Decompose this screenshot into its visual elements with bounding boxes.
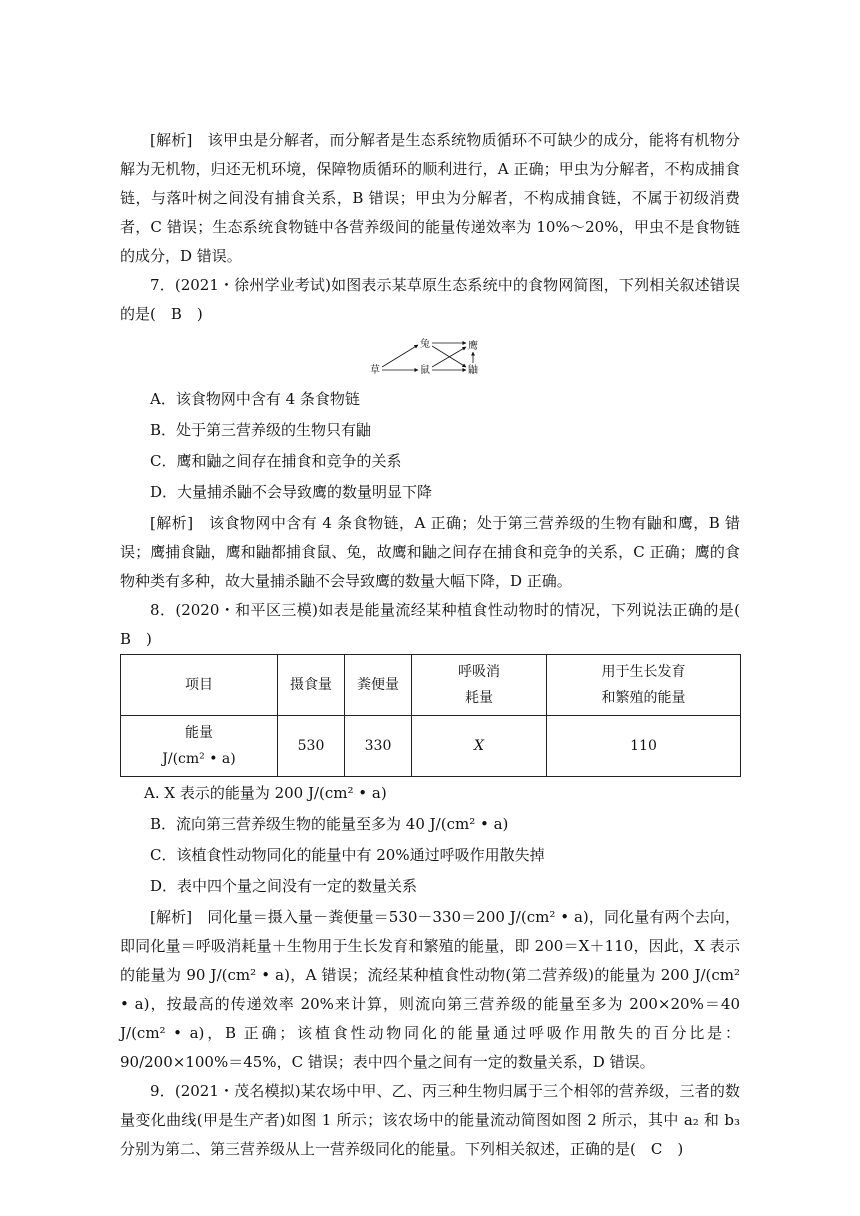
- q9-stem: 9．(2021・茂名模拟)某农场中甲、乙、丙三种生物归属于三个相邻的营养级，三者的数量变化曲线(甲是生产者)如图 1 所示；该农场中的能量流动简图如图 2 所示，其中 a₂ 和 b₃ 分别为第二、第三营养级从上一营养级同化的能量。下列相关叙述，正确的是( C ): [120, 1082, 740, 1158]
- node-eagle: 鹰: [468, 341, 478, 352]
- table-row: [121, 716, 741, 777]
- q8-analysis: [120, 903, 740, 1077]
- energy-table: [120, 654, 741, 777]
- node-weasel: 鼬: [468, 365, 478, 376]
- row-label-cell: 能量 J/(cm² • a): [121, 716, 278, 777]
- q7-stem: 7．(2021・徐州学业考试)如图表示某草原生态系统中的食物网简图，下列相关叙述错误的是( B ): [120, 276, 740, 323]
- header-cell: 呼吸消 耗量: [412, 655, 547, 716]
- q7-analysis: [120, 509, 740, 596]
- q7-option-b: B．处于第三营养级的生物只有鼬: [150, 421, 372, 439]
- q7-option-c: C．鹰和鼬之间存在捕食和竞争的关系: [150, 452, 402, 470]
- node-rabbit: 兔: [420, 339, 430, 350]
- q8-option-d: D．表中四个量之间没有一定的数量关系: [150, 877, 418, 895]
- analysis-text: 同化量＝摄入量－粪便量＝530－330＝200 J/(cm² • a)，同化量有两个去向，即同化量＝呼吸消耗量＋生物用于生长发育和繁殖的能量，即 200＝X＋110，因此，X 表示的能量为 90 J/(cm² • a)，A 错误；流经某种植食性动物(第二营养级)的能量为 200 J/(cm² • a)，按最高的传递效率 20%来计算，则流向第三营养级的能量至多为 200×20%＝40 J/(cm² • a)，B 正确；该植食性动物同化的能量通过呼吸作用散失的百分比是：90/200×100%＝45%，C 错误；表中四个量之间有一定的数量关系，D 错误。: [120, 908, 740, 1071]
- q8-option-a: A. X 表示的能量为 200 J/(cm² • a): [144, 784, 387, 802]
- value-cell: X: [412, 716, 547, 777]
- node-grass: 草: [370, 365, 380, 376]
- q8-option-b: B．流向第三营养级生物的能量至多为 40 J/(cm² • a): [150, 815, 509, 833]
- analysis-tag: [解析]: [150, 514, 194, 532]
- node-mouse: 鼠: [420, 365, 430, 376]
- table-header-row: [121, 655, 741, 716]
- header-cell: 用于生长发育 和繁殖的能量: [547, 655, 741, 716]
- q8-option-c: C．该植食性动物同化的能量中有 20%通过呼吸作用散失掉: [150, 846, 545, 864]
- analysis-tag: [解析]: [150, 908, 193, 926]
- q7-option-d: D．大量捕杀鼬不会导致鹰的数量明显下降: [150, 483, 433, 501]
- q7-option-a: A．该食物网中含有 4 条食物链: [150, 390, 360, 408]
- document-page: [120, 126, 756, 1164]
- header-cell: 项目: [121, 655, 278, 716]
- q6-analysis: [120, 126, 740, 271]
- arrow-grass-rabbit: [382, 345, 418, 367]
- q8-stem: 8．(2020・和平区三模)如表是能量流经某种植食性动物时的情况，下列说法正确的是( B ): [120, 601, 756, 648]
- analysis-text: 该食物网中含有 4 条食物链，A 正确；处于第三营养级的生物有鼬和鹰，B 错误；鹰捕食鼬，鹰和鼬都捕食鼠、兔，故鹰和鼬之间存在捕食和竞争的关系，C 正确；鹰的食物种类有多种，故大量捕杀鼬不会导致鹰的数量大幅下降，D 正确。: [120, 514, 740, 590]
- header-cell: 粪便量: [345, 655, 412, 716]
- header-cell: 摄食量: [278, 655, 345, 716]
- value-cell: 330: [345, 716, 412, 777]
- food-web-diagram: [370, 335, 490, 381]
- analysis-text: 该甲虫是分解者，而分解者是生态系统物质循环不可缺少的成分，能将有机物分解为无机物，归还无机环境，保障物质循环的顺利进行，A 正确；甲虫为分解者，不构成捕食链，与落叶树之间没有捕食关系，B 错误；甲虫为分解者，不构成捕食链，不属于初级消费者，C 错误；生态系统食物链中各营养级间的能量传递效率为 10%～20%，甲虫不是食物链的成分，D 错误。: [120, 131, 740, 265]
- value-cell: 530: [278, 716, 345, 777]
- value-cell: 110: [547, 716, 741, 777]
- analysis-tag: [解析]: [150, 131, 193, 149]
